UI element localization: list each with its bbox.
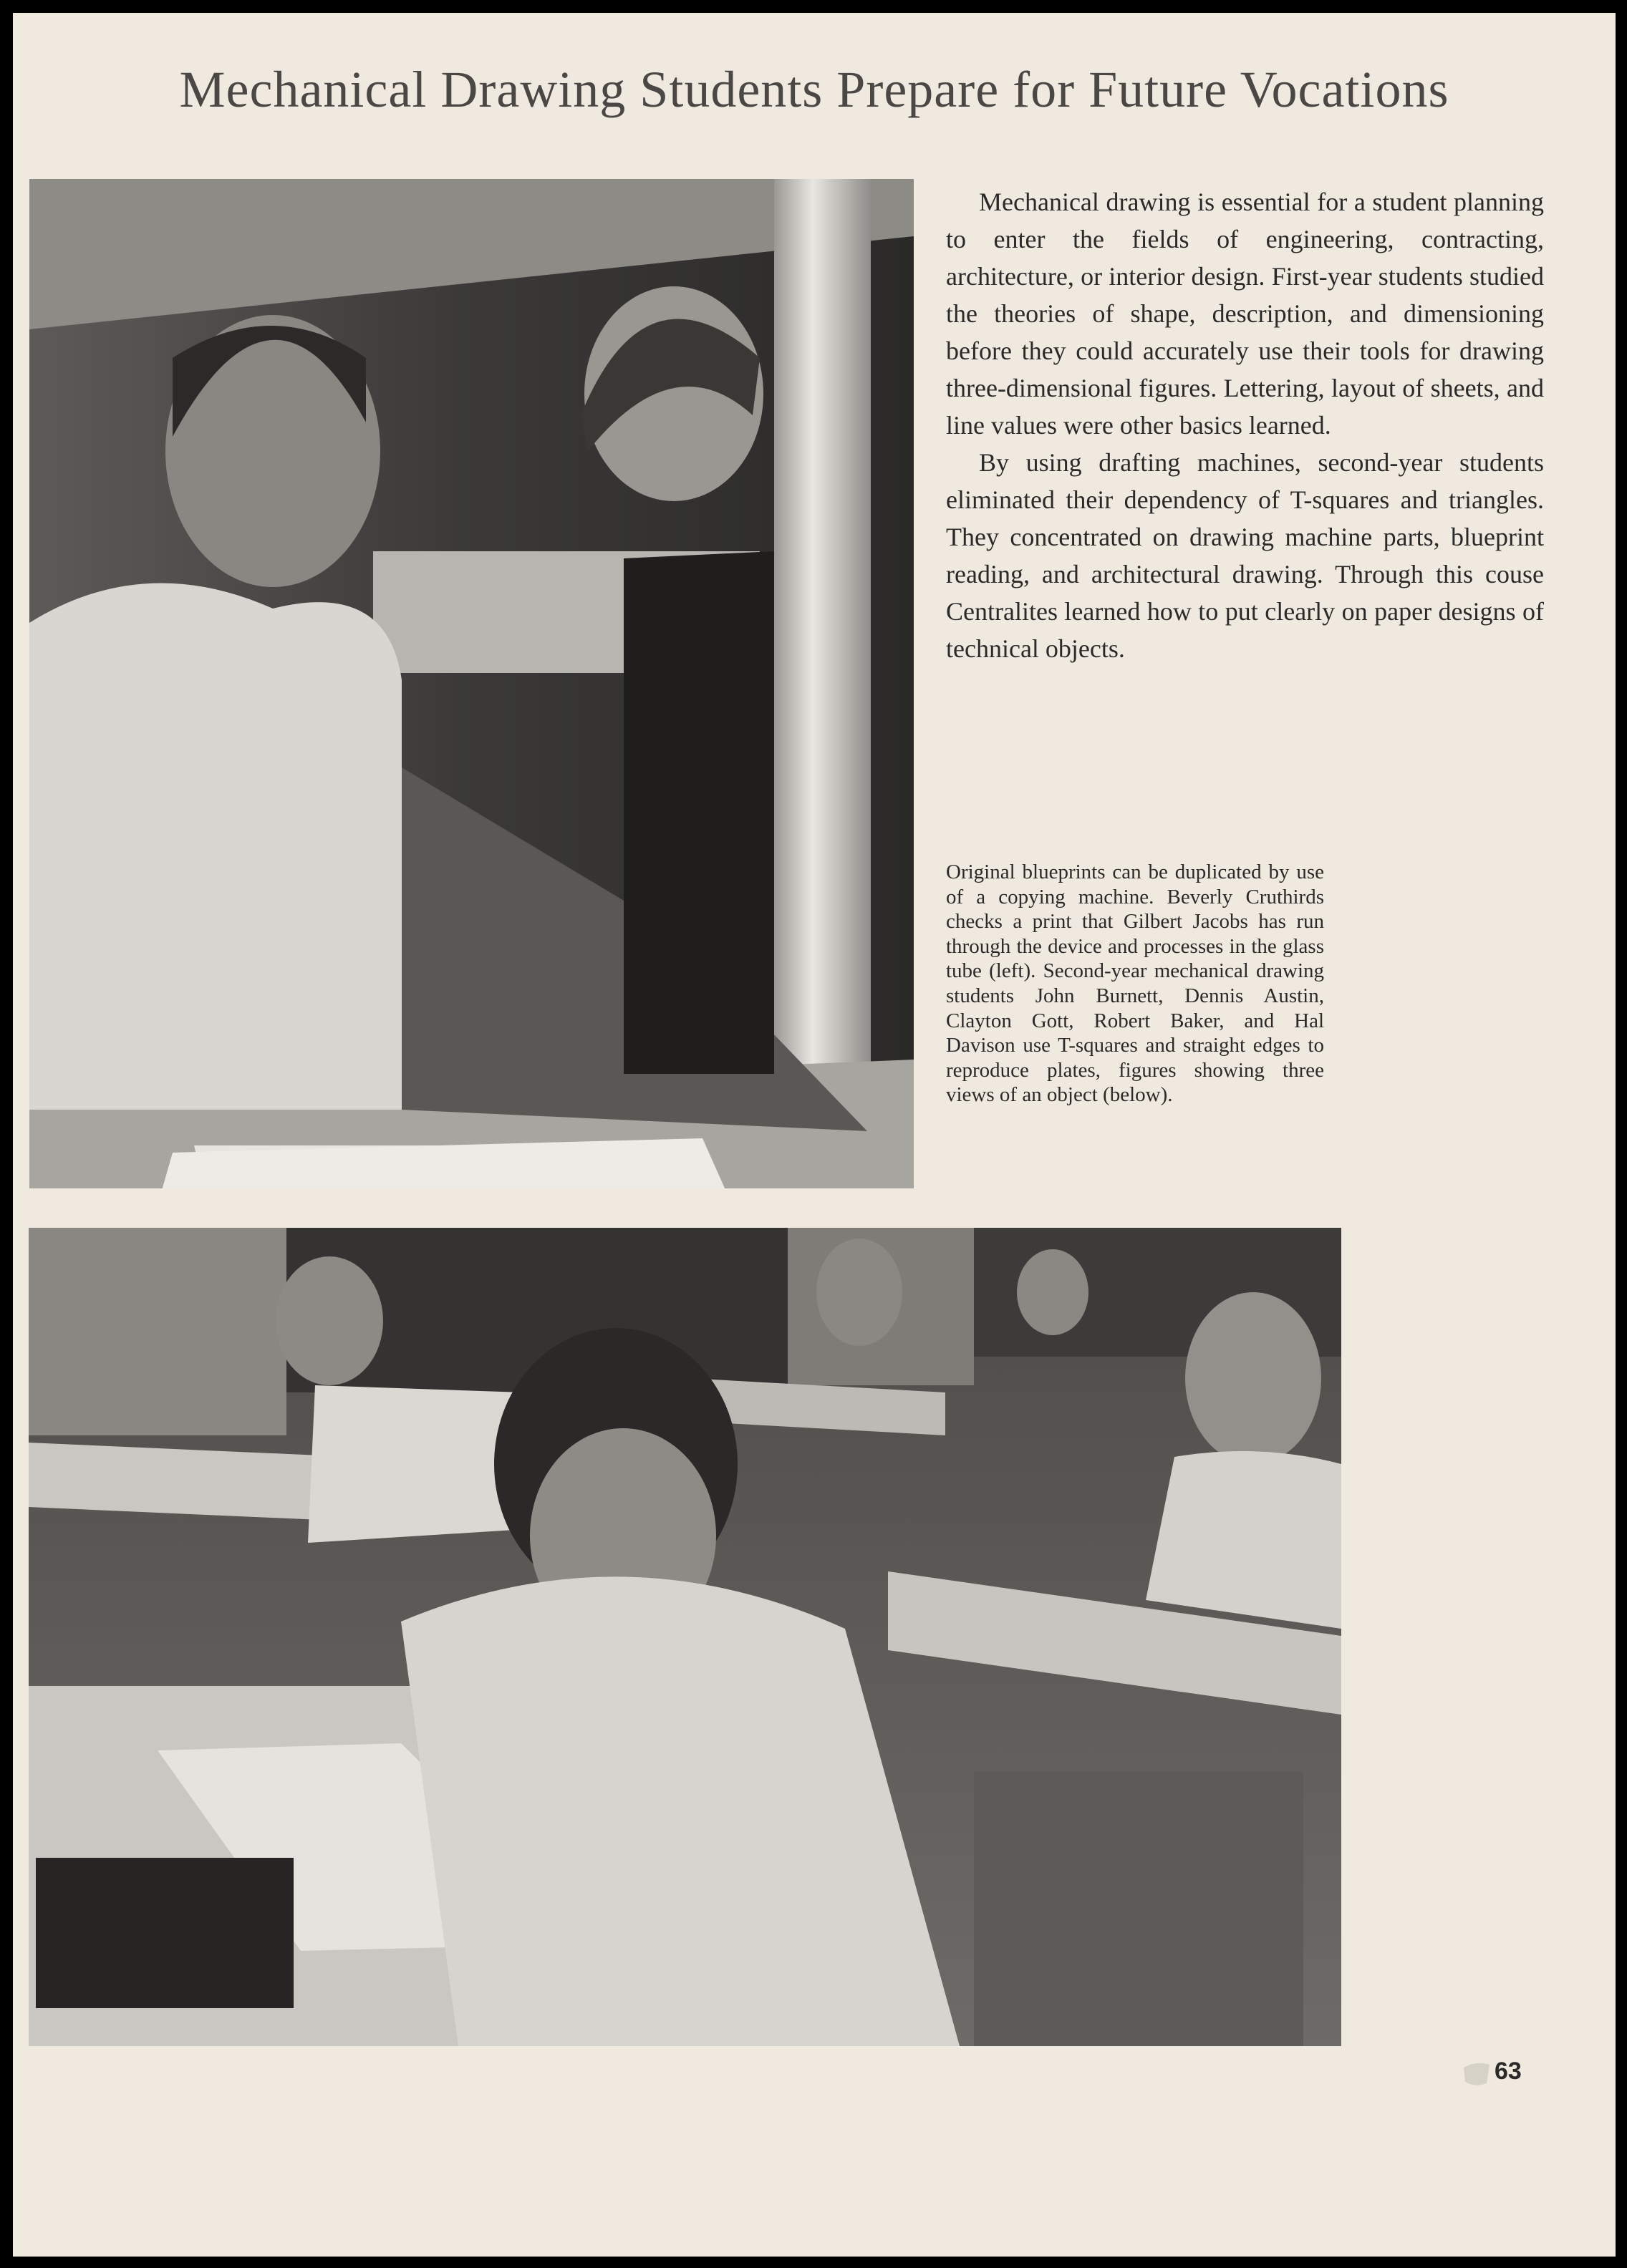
photo-blueprint-copying-image	[29, 179, 914, 1188]
page-title: Mechanical Drawing Students Prepare for Future Vocations	[179, 61, 1449, 118]
article-paragraph: By using drafting machines, second-year students eliminated their dependency of T-squares and triangles. They concentrated on drawing machine parts, blueprint reading, and architectural drawing. Through this couse Centralites learned how to put clearly on paper designs of technical objects.	[946, 448, 1544, 663]
photo-drafting-classroom-image	[29, 1228, 1341, 2046]
photo-caption: Original blueprints can be duplicated by use of a copying machine. Beverly Cruthirds checks a print that Gilbert Jacobs has run through the device and processes in the glass tube (left). Second-year mechanical drawing students John Burnett, Dennis Austin, Clayton Gott, Robert Baker, and Hal Davison use T-squares and straight edges to reproduce plates, figures showing three views of an object (below).	[946, 861, 1324, 1107]
photo-blueprint-copying	[29, 179, 914, 1188]
page-number: 63	[1495, 2058, 1522, 2085]
yearbook-page	[13, 13, 1616, 2257]
article-paragraph: Mechanical drawing is essential for a student planning to enter the fields of engineering, contracting, architecture, or interior design. First-year students studied the theories of shape, description, and dimensioning before they could accurately use their tools for drawing three-dimensional figures. Lettering, layout of sheets, and line values were other basics learned.	[946, 188, 1544, 440]
article-body	[946, 183, 1544, 667]
page-corner-mark	[1462, 2060, 1491, 2088]
photo-drafting-classroom	[29, 1228, 1341, 2046]
